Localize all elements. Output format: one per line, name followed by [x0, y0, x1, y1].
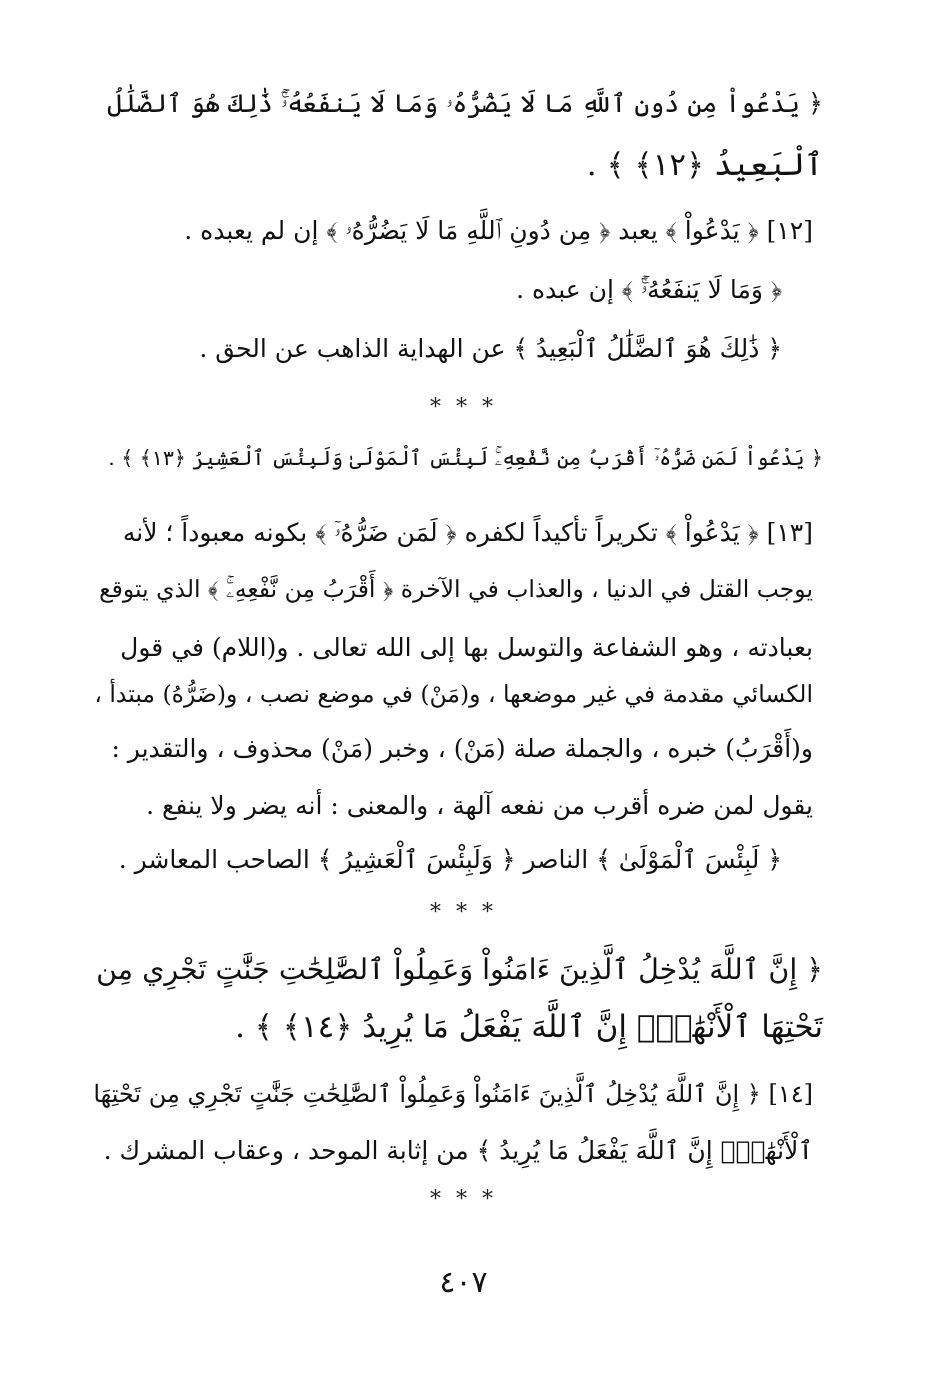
commentary-13-line-4: الكسائي مقدمة في غير موضعها ، و(مَنْ) في موضع نصب ، و(ضَرُّهُ) مبتدأ ، — [94, 680, 813, 708]
section-separator: * * * — [430, 900, 497, 925]
commentary-12-line-1: [١٢] ﴿ يَدْعُواْ ﴾ يعبد ﴿ مِن دُونِ ٱللَّهِ مَا لَا يَضُرُّهُۥ ﴾ إن لم يعبده . — [184, 216, 813, 245]
commentary-13-line-1: [١٣] ﴿ يَدْعُواْ ﴾ تكريراً تأكيداً لكفره ﴿ لَمَن ضَرُّهُۥٓ ﴾ بكونه معبوداً ؛ لأنه — [122, 518, 813, 547]
commentary-14-line-2: ٱلْأَنْهَٰرُۚ إِنَّ ٱللَّهَ يَفْعَلُ مَا يُرِيدُ ﴾ من إثابة الموحد ، وعقاب المشرك . — [103, 1136, 813, 1165]
commentary-14-line-1: [١٤] ﴿ إِنَّ ٱللَّهَ يُدْخِلُ ٱلَّذِينَ ءَامَنُواْ وَعَمِلُواْ ٱلصَّٰلِحَٰتِ جَنَّٰتٍ تَجْرِي مِن تَحْتِهَا — [93, 1080, 813, 1108]
commentary-13-line-5: و(أَقْرَبُ) خبره ، والجملة صلة (مَنْ) ، وخبر (مَنْ) محذوف ، والتقدير : — [111, 734, 813, 763]
verse-12-line-1: ﴿ يَدْعُواْ مِن دُونِ ٱللَّهِ مَا لَا يَضُرُّهُۥ وَمَا لَا يَنفَعُهُۥٓۚ ذَٰلِكَ هُوَ ٱلضَّلَٰلُ — [107, 89, 823, 119]
commentary-13-line-2: يوجب القتل في الدنيا ، والعذاب في الآخرة ﴿ أَقْرَبُ مِن نَّفْعِهِۦۚ ﴾ الذي يتوقع — [99, 575, 813, 603]
verse-14-line-1: ﴿ إِنَّ ٱللَّهَ يُدْخِلُ ٱلَّذِينَ ءَامَنُواْ وَعَمِلُواْ ٱلصَّٰلِحَٰتِ جَنَّٰتٍ تَجْرِي مِن — [96, 953, 823, 986]
commentary-13-line-7: ﴿ لَبِئْسَ ٱلْمَوْلَىٰ ﴾ الناصر ﴿ وَلَبِئْسَ ٱلْعَشِيرُ ﴾ الصاحب المعاشر . — [118, 845, 782, 874]
commentary-12-line-3: ﴿ ذَٰلِكَ هُوَ ٱلضَّلَٰلُ ٱلْبَعِيدُ ﴾ عن الهداية الذاهب عن الحق . — [199, 334, 782, 363]
section-separator: * * * — [430, 395, 497, 420]
verse-14-line-2: تَحْتِهَا ٱلْأَنْهَٰرُۚ إِنَّ ٱللَّهَ يَفْعَلُ مَا يُرِيدُ ﴿١٤﴾ ﴾ . — [235, 1009, 823, 1045]
commentary-13-line-3: بعبادته ، وهو الشفاعة والتوسل بها إلى الله تعالى . و(اللام) في قول — [120, 633, 813, 662]
verse-13-line-1: ﴿ يَدْعُواْ لَمَن ضَرُّهُۥٓ أَقْرَبُ مِن نَّفْعِهِۦۚ لَبِئْسَ ٱلْمَوْلَىٰ وَلَبِئْسَ ٱلْعَشِيرُ ﴿١٣﴾ ﴾ . — [108, 446, 823, 470]
page-number: ٤٠٧ — [439, 1265, 488, 1300]
section-separator: * * * — [430, 1187, 497, 1212]
commentary-13-line-6: يقول لمن ضره أقرب من نفعه آلهة ، والمعنى : أنه يضر ولا ينفع . — [146, 791, 813, 820]
verse-12-line-2: ٱلْبَعِيدُ ﴿١٢﴾ ﴾ . — [586, 147, 823, 183]
commentary-12-line-2: ﴿ وَمَا لَا يَنفَعُهُۥٓۚ ﴾ إن عبده . — [516, 275, 782, 304]
